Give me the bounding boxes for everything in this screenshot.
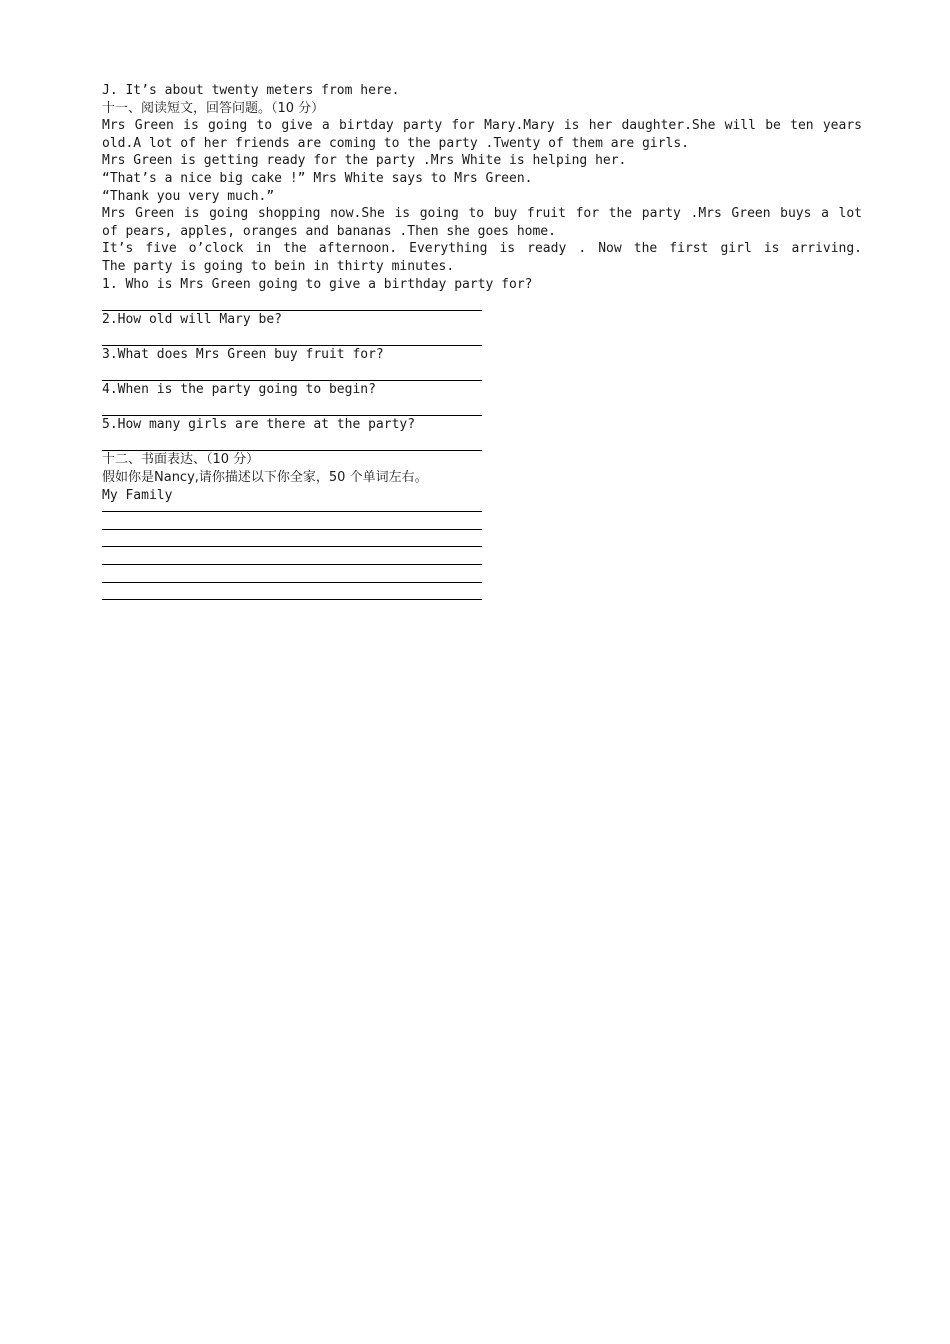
question-5: 5.How many girls are there at the party? — [102, 417, 416, 433]
answer-line-1[interactable] — [102, 293, 482, 311]
worksheet-page — [102, 82, 862, 600]
writing-section-heading: 十二、书面表达、（10 分） — [102, 452, 260, 468]
passage-line: Mrs Green is going shopping now.She is going to buy fruit for the party .Mrs Green buys a lot — [102, 206, 862, 222]
essay-line[interactable] — [102, 512, 482, 530]
previous-option-j: J. It’s about twenty meters from here. — [102, 83, 400, 98]
question-1: 1. Who is Mrs Green going to give a birthday party for? — [102, 276, 533, 292]
question-4: 4.When is the party going to begin? — [102, 382, 376, 398]
essay-line[interactable] — [102, 530, 482, 548]
essay-line[interactable] — [102, 504, 482, 512]
essay-writing-area — [102, 504, 862, 600]
question-list — [102, 276, 862, 452]
essay-line[interactable] — [102, 547, 482, 565]
essay-title: My Family — [102, 487, 173, 503]
passage-line: old.A lot of her friends are coming to the party .Twenty of them are girls. — [102, 135, 689, 151]
passage-line: The party is going to bein in thirty minutes. — [102, 258, 455, 274]
passage-line: of pears, apples, oranges and bananas .Then she goes home. — [102, 223, 556, 239]
essay-line[interactable] — [102, 565, 482, 583]
passage-line: “Thank you very much.” — [102, 188, 275, 204]
answer-line-4[interactable] — [102, 399, 482, 417]
question-3: 3.What does Mrs Green buy fruit for? — [102, 346, 384, 362]
essay-line[interactable] — [102, 583, 482, 601]
answer-line-2[interactable] — [102, 328, 482, 346]
question-2: 2.How old will Mary be? — [102, 311, 283, 327]
answer-line-5[interactable] — [102, 434, 482, 452]
passage-line: Mrs Green is going to give a birtday party for Mary.Mary is her daughter.She will be ten years — [102, 118, 862, 134]
reading-section-heading: 十一、阅读短文，回答问题。（10 分） — [102, 100, 325, 116]
passage-line: “That’s a nice big cake !” Mrs White says to Mrs Green. — [102, 170, 533, 186]
passage-line: It’s five o’clock in the afternoon. Everything is ready . Now the first girl is arriving. — [102, 241, 862, 257]
writing-instruction: 假如你是Nancy,请你描述以下你全家，50 个单词左右。 — [102, 470, 428, 486]
passage-line: Mrs Green is getting ready for the party .Mrs White is helping her. — [102, 153, 627, 169]
answer-line-3[interactable] — [102, 364, 482, 382]
reading-passage — [102, 117, 862, 275]
